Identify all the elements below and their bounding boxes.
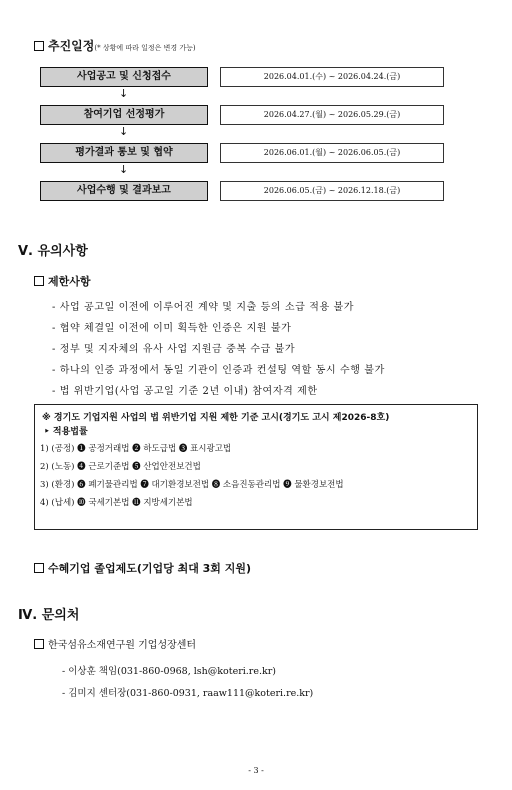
down-arrow-icon: ↓: [119, 125, 129, 138]
contact-line: - 이상훈 책임(031-860-0968, lsh@koteri.re.kr): [62, 666, 276, 677]
graduation-heading: [34, 560, 251, 576]
restrictions-title: 제한사항: [48, 275, 91, 288]
restriction-item: - 정부 및 지자체의 유사 사업 지원금 중복 수급 불가: [52, 344, 296, 355]
date-box-4: 2026.06.05.(금) ~ 2026.12.18.(금): [220, 181, 444, 201]
stage-box-2: 참여기업 선정평가: [40, 105, 208, 125]
stage-box-1: 사업공고 및 신청접수: [40, 67, 208, 87]
date-box-3: 2026.06.01.(월) ~ 2026.06.05.(금): [220, 143, 444, 163]
checkbox-square-icon: [34, 41, 44, 51]
stage-box-4: 사업수행 및 결과보고: [40, 181, 208, 201]
checkbox-square-icon: [34, 563, 44, 573]
restrictions-heading: [34, 273, 91, 289]
contact-org: [34, 636, 196, 651]
law-line: 3) (환경) ❻ 폐기물관리법 ❼ 대기환경보전법 ❽ 소음진동관리법 ❾ 물환경보전법: [40, 480, 344, 490]
section-5-title: Ⅴ. 유의사항: [18, 244, 88, 259]
notice-subtitle: ‣ 적용법률: [44, 427, 88, 437]
section-4-title: Ⅳ. 문의처: [18, 608, 80, 623]
schedule-heading: [34, 37, 196, 54]
checkbox-square-icon: [34, 639, 44, 649]
law-line: 1) (공정) ❶ 공정거래법 ❷ 하도급법 ❸ 표시광고법: [40, 444, 232, 454]
contact-line: - 김미지 센터장(031-860-0931, raaw111@koteri.re.kr): [62, 688, 314, 699]
graduation-title: 수혜기업 졸업제도(기업당 최대 3회 지원): [48, 562, 252, 575]
law-line: 2) (노동) ❹ 근로기준법 ❺ 산업안전보건법: [40, 462, 201, 472]
date-box-2: 2026.04.27.(월) ~ 2026.05.29.(금): [220, 105, 444, 125]
down-arrow-icon: ↓: [119, 163, 129, 176]
restriction-item: - 사업 공고일 이전에 이루어진 계약 및 지출 등의 소급 적용 불가: [52, 302, 355, 313]
down-arrow-icon: ↓: [119, 87, 129, 100]
stage-box-3: 평가결과 통보 및 협약: [40, 143, 208, 163]
schedule-note: (* 상황에 따라 일정은 변경 가능): [94, 44, 196, 52]
page-number: - 3 -: [248, 766, 264, 775]
date-box-1: 2026.04.01.(수) ~ 2026.04.24.(금): [220, 67, 444, 87]
restriction-item: - 협약 체결일 이전에 이미 획득한 인증은 지원 불가: [52, 323, 292, 334]
contact-org-label: 한국섬유소재연구원 기업성장센터: [48, 640, 197, 651]
schedule-title: 추진일정: [48, 39, 95, 53]
restriction-item: - 하나의 인증 과정에서 동일 기관이 인증과 컨설팅 역할 동시 수행 불가: [52, 365, 385, 376]
checkbox-square-icon: [34, 276, 44, 286]
law-line: 4) (납세) ❿ 국세기본법 ⓫ 지방세기본법: [40, 498, 193, 508]
restriction-item: - 법 위반기업(사업 공고일 기준 2년 이내) 참여자격 제한: [52, 386, 318, 397]
notice-title: ※ 경기도 기업지원 사업의 법 위반기업 지원 제한 기준 고시(경기도 고시 제2026-8호): [42, 413, 390, 423]
